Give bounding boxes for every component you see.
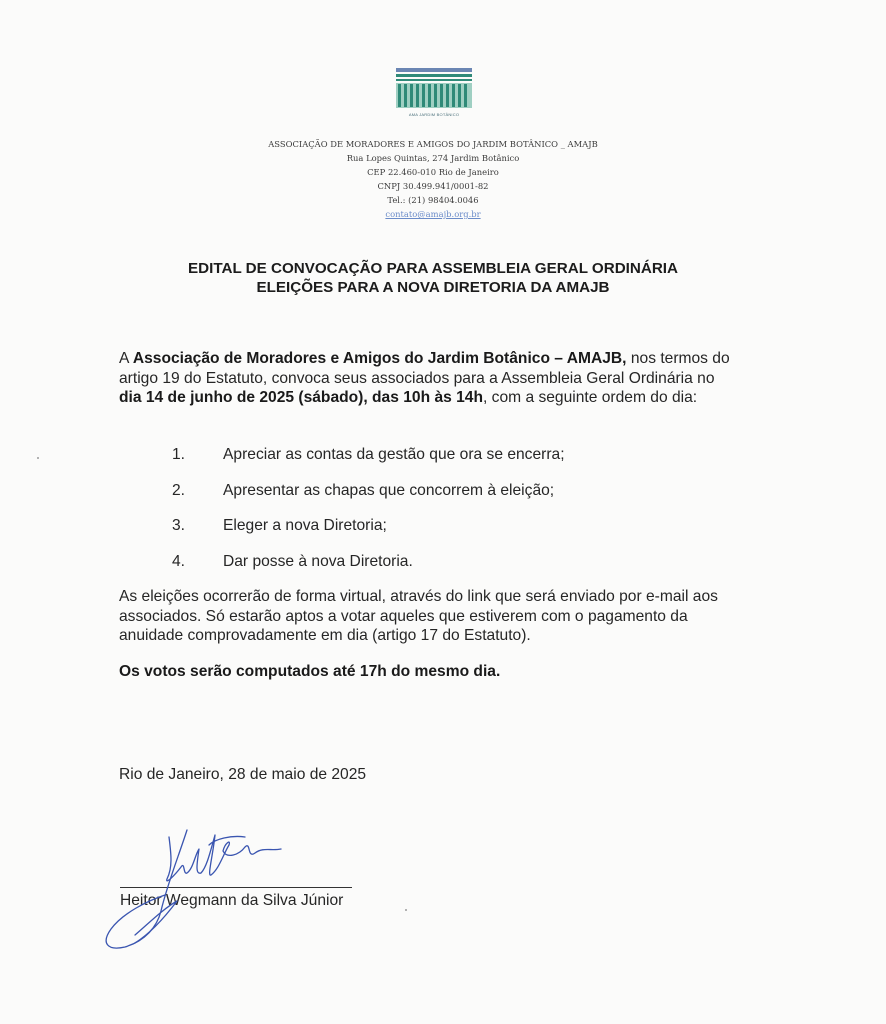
agenda-number: 2. bbox=[172, 481, 186, 499]
agenda-text: Apreciar as contas da gestão que ora se encerra; bbox=[223, 446, 565, 463]
agenda-text: Eleger a nova Diretoria; bbox=[223, 517, 387, 534]
agenda-text: Apresentar as chapas que concorrem à eleição; bbox=[223, 481, 555, 499]
agenda-item bbox=[172, 446, 565, 482]
agenda-item bbox=[172, 553, 565, 589]
logo-caption: AMA JARDIM BOTÂNICO bbox=[408, 112, 460, 117]
phone-line: Tel.: (21) 98404.0046 bbox=[387, 195, 479, 205]
signer-name: Heitor Wegmann da Silva Júnior bbox=[120, 892, 344, 909]
intro-text-2: nos termos do artigo 19 do Estatuto, convoca seus associados para a Assembleia Geral Ordinária no bbox=[119, 350, 730, 387]
agenda-list bbox=[172, 446, 565, 588]
letterhead bbox=[200, 137, 666, 221]
cnpj-line: CNPJ 30.499.941/0001-82 bbox=[377, 181, 489, 191]
intro-text-1: A bbox=[119, 350, 133, 367]
title-line-2: ELEIÇÕES PARA A NOVA DIRETORIA DA AMAJB bbox=[256, 279, 610, 296]
scan-speck bbox=[405, 909, 407, 911]
postal-code-line: CEP 22.460-010 Rio de Janeiro bbox=[367, 167, 499, 177]
place-date: Rio de Janeiro, 28 de maio de 2025 bbox=[119, 766, 367, 783]
agenda-number: 4. bbox=[172, 552, 186, 570]
email-link[interactable]: contato@amajb.org.br bbox=[385, 209, 481, 219]
agenda-number: 1. bbox=[172, 446, 186, 463]
elections-paragraph: As eleições ocorrerão de forma virtual, através do link que será enviado por e-mail aos associados. Só estarão aptos a votar aqueles que estiverem com o pagamento da anuidade comprovadamente em dia (artigo 17 do Estatuto). bbox=[119, 588, 718, 644]
scan-speck bbox=[37, 457, 39, 459]
intro-text-3: , com a seguinte ordem do dia: bbox=[483, 389, 698, 406]
handwritten-signature bbox=[95, 815, 315, 955]
meeting-date-bold: dia 14 de junho de 2025 (sábado), das 10h às 14h bbox=[119, 389, 483, 406]
amajb-logo bbox=[396, 68, 472, 112]
association-name: ASSOCIAÇÃO DE MORADORES E AMIGOS DO JARDIM BOTÂNICO _ AMAJB bbox=[268, 139, 598, 149]
intro-paragraph bbox=[119, 349, 739, 408]
agenda-item bbox=[172, 482, 565, 518]
votes-paragraph: Os votos serão computados até 17h do mesmo dia. bbox=[119, 663, 501, 680]
association-bold: Associação de Moradores e Amigos do Jardim Botânico – AMAJB, bbox=[132, 350, 627, 367]
agenda-number: 3. bbox=[172, 517, 186, 534]
agenda-text: Dar posse à nova Diretoria. bbox=[223, 552, 413, 570]
document-title bbox=[100, 259, 766, 297]
title-line-1: EDITAL DE CONVOCAÇÃO PARA ASSEMBLEIA GERAL ORDINÁRIA bbox=[188, 260, 678, 277]
address-line: Rua Lopes Quintas, 274 Jardim Botânico bbox=[346, 153, 520, 163]
agenda-item bbox=[172, 517, 565, 553]
